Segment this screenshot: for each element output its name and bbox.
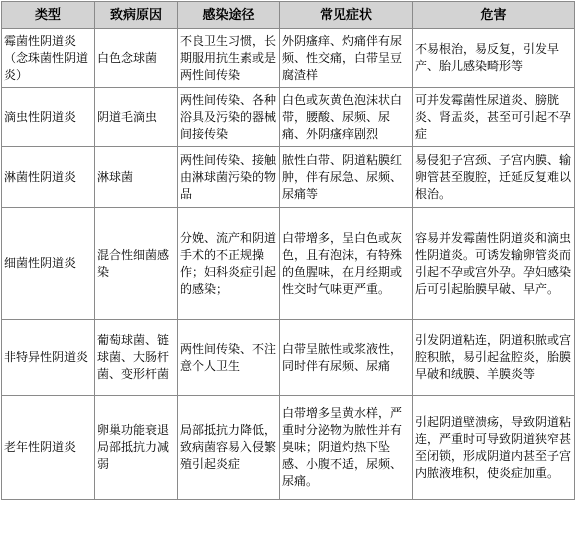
cell-type: 霉菌性阴道炎（念珠菌性阴道炎） xyxy=(2,29,95,88)
cell-cause: 阴道毛滴虫 xyxy=(95,88,178,147)
header-row xyxy=(2,2,575,29)
cell-harm: 容易并发霉菌性阴道炎和滴虫性阴道炎。可诱发输卵管炎而引起不孕或宫外孕。孕妇感染后可引起胎膜早破、早产。 xyxy=(413,208,575,320)
header-harm: 危害 xyxy=(413,2,575,29)
cell-symptoms: 白带增多，呈白色或灰色，且有泡沫，有特殊的鱼腥味，在月经期或性交时气味更严重。 xyxy=(280,208,413,320)
table-row xyxy=(2,147,575,208)
cell-type: 非特异性阴道炎 xyxy=(2,320,95,396)
cell-route: 分娩、流产和阴道手术的不正规操作；妇科炎症引起的感染； xyxy=(178,208,280,320)
cell-route: 两性间传染、接触由淋球菌污染的物品 xyxy=(178,147,280,208)
cell-symptoms: 脓性白带、阴道粘膜红肿，伴有尿急、尿频、尿痛等 xyxy=(280,147,413,208)
cell-type: 滴虫性阴道炎 xyxy=(2,88,95,147)
table-row xyxy=(2,208,575,320)
cell-symptoms: 白带呈脓性或浆液性，同时伴有尿频、尿痛 xyxy=(280,320,413,396)
cell-harm: 不易根治，易反复，引发早产、胎儿感染畸形等 xyxy=(413,29,575,88)
cell-route: 两性间传染、各种浴具及污染的器械间接传染 xyxy=(178,88,280,147)
table-row xyxy=(2,320,575,396)
table-row xyxy=(2,396,575,500)
vaginitis-info-table xyxy=(1,1,575,500)
header-route: 感染途径 xyxy=(178,2,280,29)
table-row xyxy=(2,88,575,147)
cell-cause: 混合性细菌感染 xyxy=(95,208,178,320)
cell-symptoms: 白带增多呈黄水样，严重时分泌物为脓性并有臭味；阴道灼热下坠感、小腹不适，尿频、尿痛。 xyxy=(280,396,413,500)
cell-symptoms: 外阴瘙痒、灼痛伴有尿频、性交痛，白带呈豆腐渣样 xyxy=(280,29,413,88)
cell-cause: 淋球菌 xyxy=(95,147,178,208)
cell-cause: 葡萄球菌、链球菌、大肠杆菌、变形杆菌 xyxy=(95,320,178,396)
header-type: 类型 xyxy=(2,2,95,29)
cell-route: 两性间传染、不注意个人卫生 xyxy=(178,320,280,396)
cell-type: 老年性阴道炎 xyxy=(2,396,95,500)
cell-type: 淋菌性阴道炎 xyxy=(2,147,95,208)
cell-type: 细菌性阴道炎 xyxy=(2,208,95,320)
table-row xyxy=(2,29,575,88)
cell-cause: 卵巢功能衰退局部抵抗力减弱 xyxy=(95,396,178,500)
cell-route: 局部抵抗力降低，致病菌容易入侵繁殖引起炎症 xyxy=(178,396,280,500)
cell-symptoms: 白色或灰黄色泡沫状白带，腰酸、尿频、尿痛、外阴瘙痒剧烈 xyxy=(280,88,413,147)
cell-harm: 引发阴道粘连，阴道积脓或宫腔积脓，易引起盆腔炎，胎膜早破和绒膜、羊膜炎等 xyxy=(413,320,575,396)
cell-cause: 白色念球菌 xyxy=(95,29,178,88)
header-cause: 致病原因 xyxy=(95,2,178,29)
cell-harm: 易侵犯子宫颈、子宫内膜、输卵管甚至腹腔，迁延反复难以根治。 xyxy=(413,147,575,208)
cell-route: 不良卫生习惯，长期服用抗生素或是两性间传染 xyxy=(178,29,280,88)
cell-harm: 引起阴道壁溃疡，导致阴道粘连，严重时可导致阴道狭窄甚至闭锁，形成阴道内甚至子宫内脓液堆积，使炎症加重。 xyxy=(413,396,575,500)
cell-harm: 可并发霉菌性尿道炎、膀胱炎、肾盂炎，甚至可引起不孕症 xyxy=(413,88,575,147)
header-symptoms: 常见症状 xyxy=(280,2,413,29)
